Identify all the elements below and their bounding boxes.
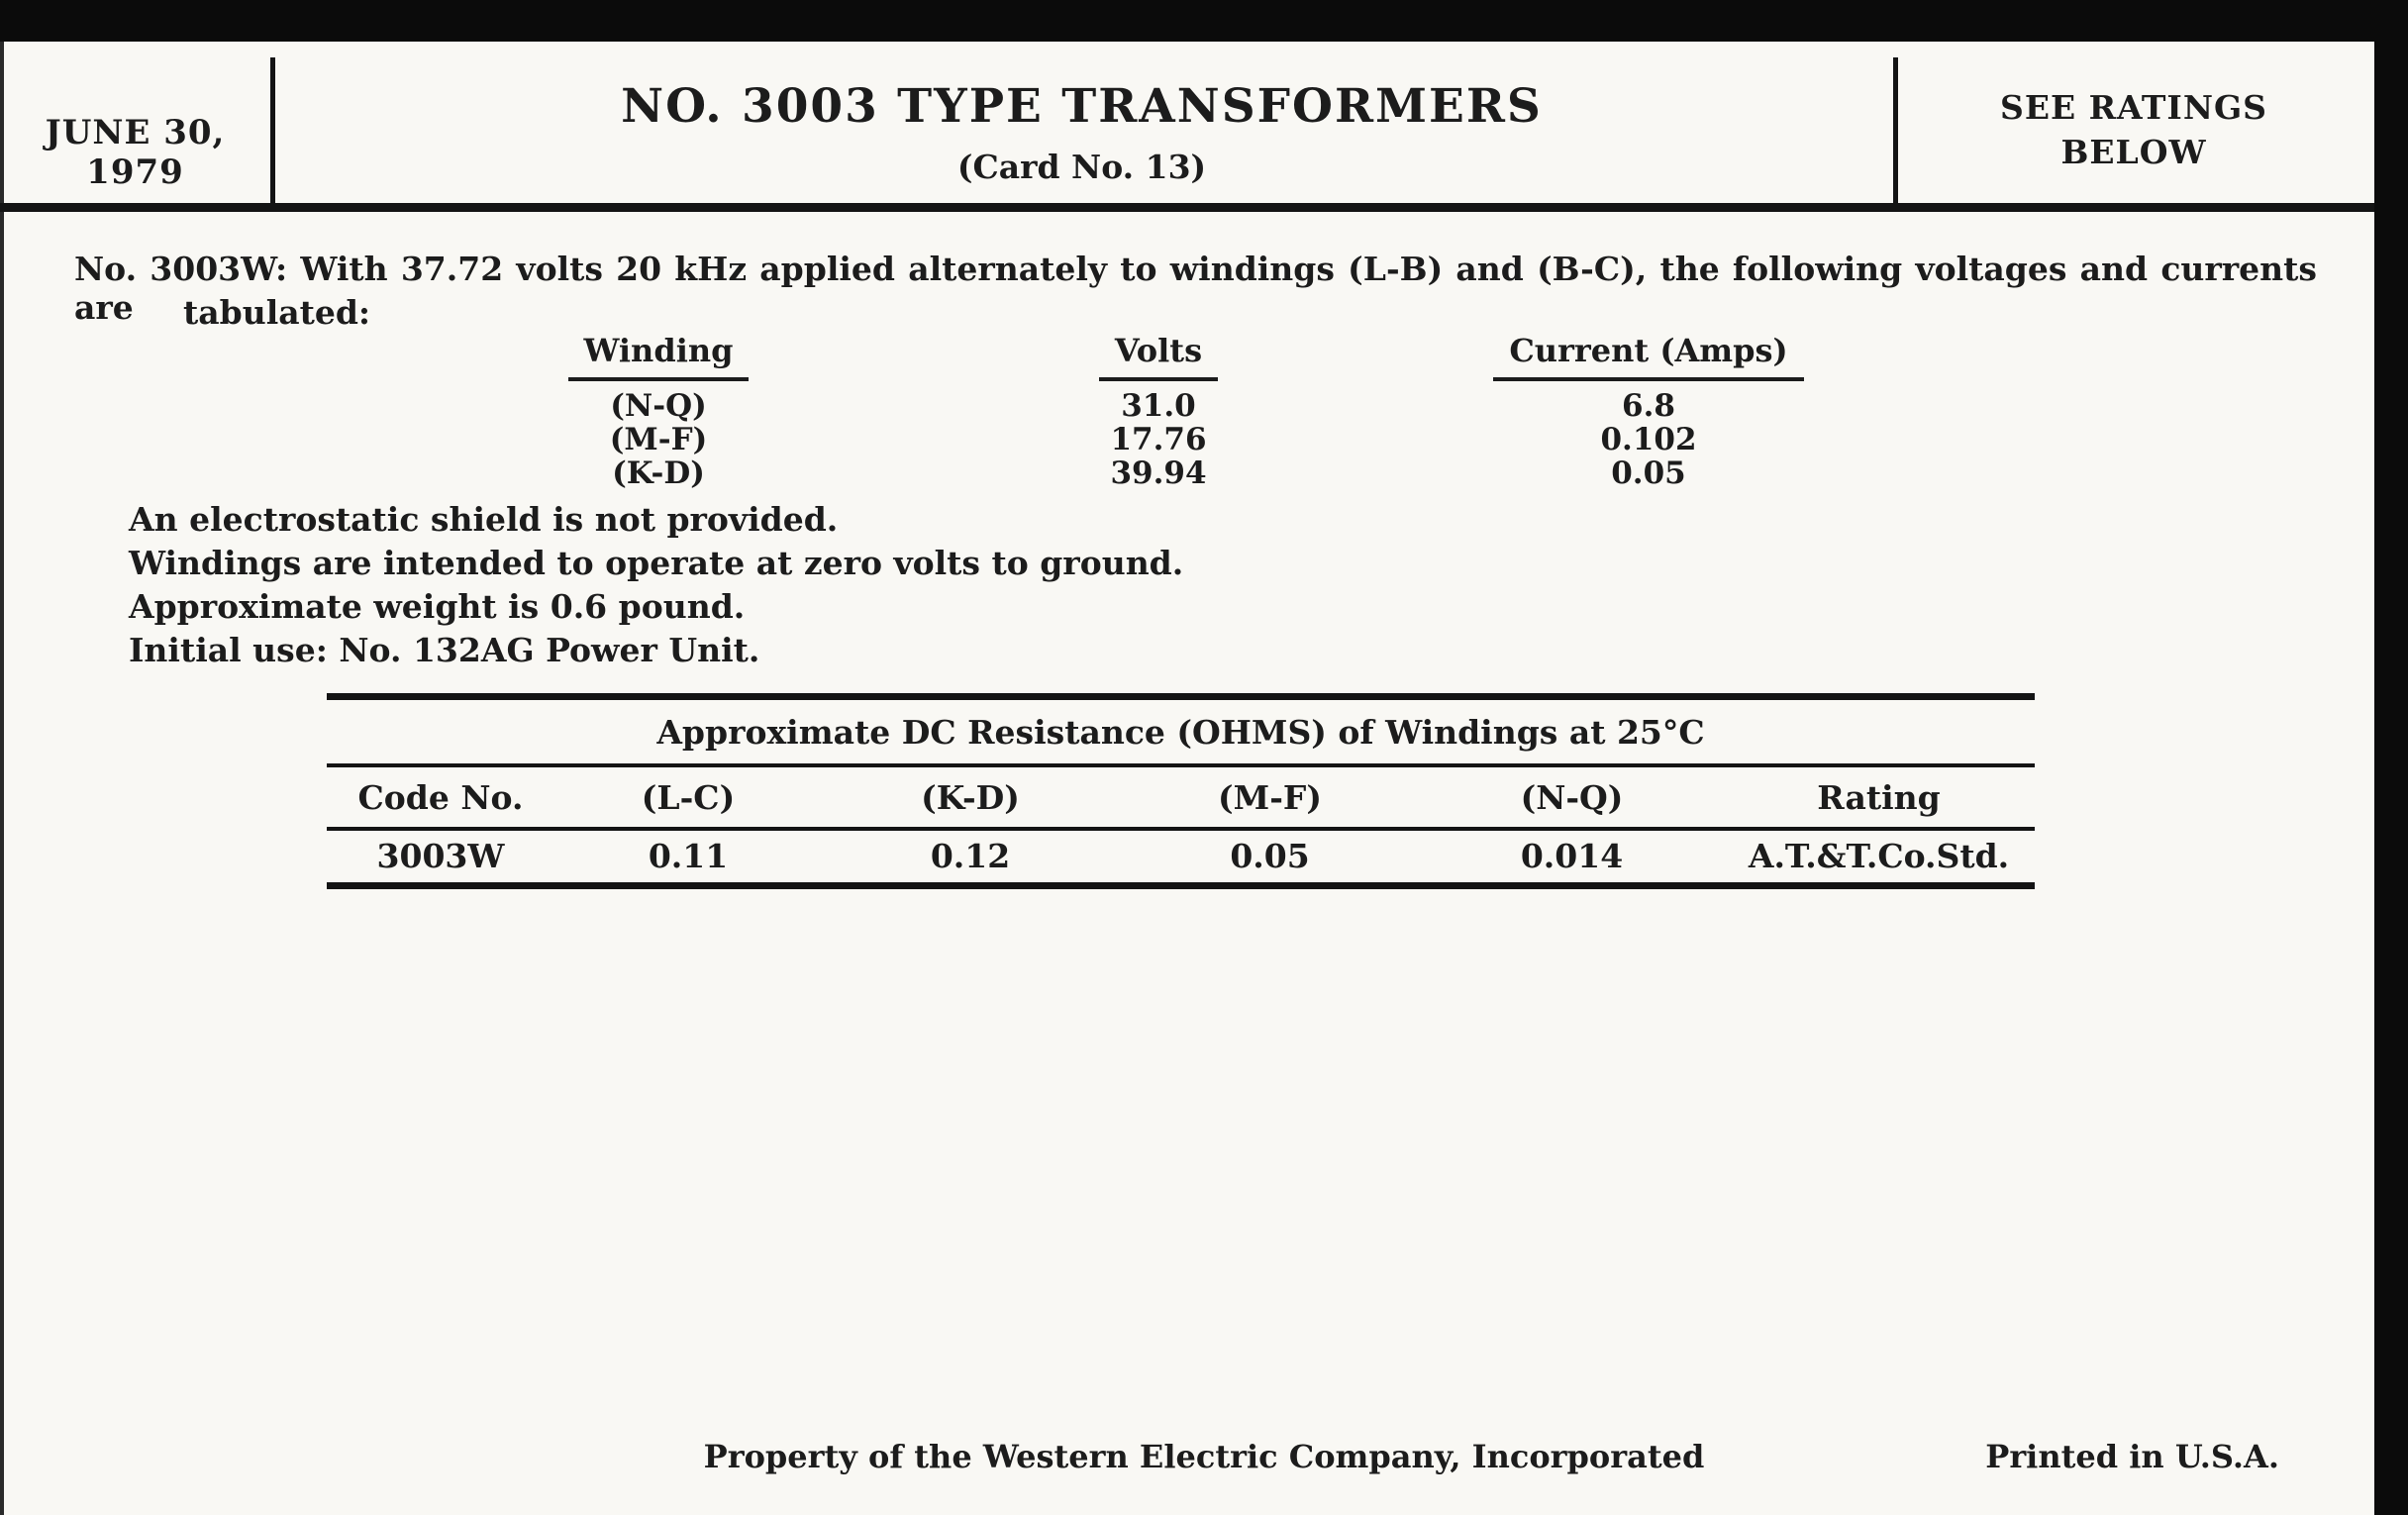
notes-block [129,498,1183,672]
resistance-table [327,693,2035,889]
resistance-table-data-row [327,831,2035,882]
resistance-header: (N-Q) [1520,778,1624,817]
footer-printed-notice: Printed in U.S.A. [1985,1438,2279,1475]
resistance-cell: 0.12 [930,837,1011,875]
resistance-cell: 0.11 [648,837,729,875]
current-cell: 0.05 [1611,455,1686,491]
winding-column-header: Winding [568,332,750,381]
winding-cell: (K-D) [612,455,705,491]
header [0,42,2374,212]
winding-cell: (N-Q) [610,388,707,424]
current-column-values [1451,389,1847,490]
winding-column-values [510,389,807,490]
intro-paragraph-line1: No. 3003W: With 37.72 volts 20 kHz applied alternately to windings (L-B) and (B-C), the following voltages and currents are [74,250,2317,327]
volts-cell: 39.94 [1110,455,1207,491]
resistance-cell-rating: A.T.&T.Co.Std. [1748,837,2010,875]
resistance-header: (M-F) [1218,778,1322,817]
resistance-cell-code: 3003W [376,837,505,875]
scan-band-top [0,0,2408,42]
header-date: JUNE 30, 1979 [45,113,226,192]
resistance-header: (K-D) [921,778,1020,817]
resistance-cell: 0.014 [1520,837,1624,875]
scan-band-right [2374,0,2408,1515]
volts-column-header: Volts [1099,332,1218,381]
note-line: An electrostatic shield is not provided. [129,500,839,539]
winding-cell: (M-F) [609,422,708,457]
resistance-cell: 0.05 [1230,837,1310,875]
header-center [270,42,1893,203]
current-cell: 0.102 [1600,422,1697,457]
resistance-header: Rating [1817,778,1941,817]
intro-paragraph-line2: tabulated: [183,293,371,332]
note-line: Initial use: No. 132AG Power Unit. [129,631,760,669]
ratings-note-line2: BELOW [2060,133,2207,171]
resistance-header: (L-C) [641,778,736,817]
volts-cell: 17.76 [1110,422,1207,457]
current-cell: 6.8 [1622,388,1675,424]
resistance-header: Code No. [357,778,524,817]
current-column-header: Current (Amps) [1493,332,1803,381]
volts-cell: 31.0 [1121,388,1196,424]
card-number: (Card No. 13) [956,148,1207,186]
resistance-table-title: Approximate DC Resistance (OHMS) of Windings at 25°C [327,700,2035,767]
footer-property-notice: Property of the Western Electric Company, Incorporated [703,1438,1705,1475]
note-line: Windings are intended to operate at zero volts to ground. [129,544,1184,582]
volts-column [1010,332,1307,490]
resistance-table-header-row [327,767,2035,831]
ratings-note-line1: SEE RATINGS [1999,88,2268,127]
winding-column [510,332,807,490]
note-line: Approximate weight is 0.6 pound. [129,587,746,626]
volts-column-values [1010,389,1307,490]
scan-edge-left [0,42,4,1515]
ratings-note [1893,85,2374,174]
current-column [1451,332,1847,490]
page-title: NO. 3003 TYPE TRANSFORMERS [621,79,1543,134]
